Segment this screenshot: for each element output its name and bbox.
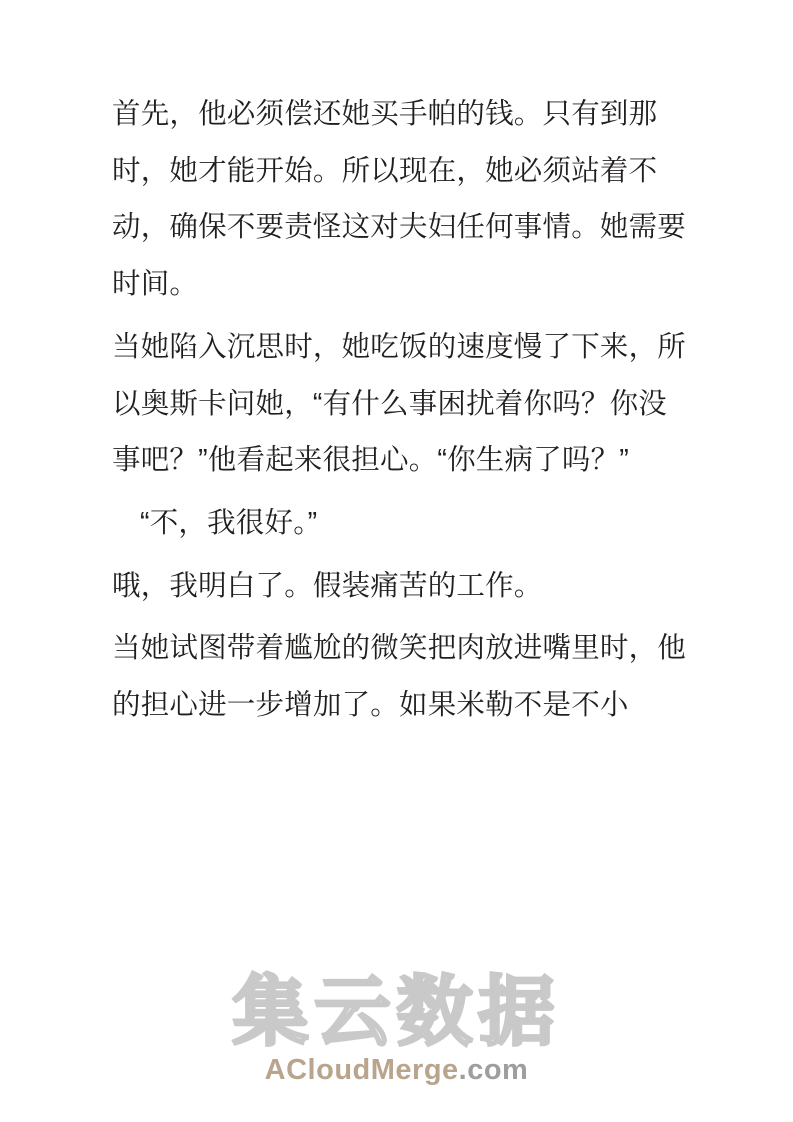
watermark-tld-text: .com xyxy=(458,1054,529,1086)
watermark-chinese-text: 集云数据 xyxy=(232,970,561,1055)
watermark-brand-text: ACloudMerge xyxy=(264,1054,459,1086)
watermark xyxy=(0,970,793,1087)
paragraph: 当她陷入沉思时，她吃饭的速度慢了下来，所以奥斯卡问她，“有什么事困扰着你吗？你没 事吧？”他看起来很担心。“你生病了吗？” xyxy=(112,330,687,477)
paragraph: 首先，他必须偿还她买手帕的钱。只有到那时，她才能开始。所以现在，她必须站着不动，确保不要责怪这对夫妇任何事情。她需要时间。 xyxy=(112,98,687,301)
watermark-english-text xyxy=(0,1055,793,1087)
paragraph: “不，我很好。” xyxy=(140,506,318,539)
paragraph: 哦，我明白了。假装痛苦的工作。 xyxy=(112,569,543,602)
paragraph: 当她试图带着尴尬的微笑把肉放进嘴里时，他的担心进一步增加了。如果米勒不是不小 xyxy=(112,632,687,722)
document-text-body xyxy=(112,86,692,740)
